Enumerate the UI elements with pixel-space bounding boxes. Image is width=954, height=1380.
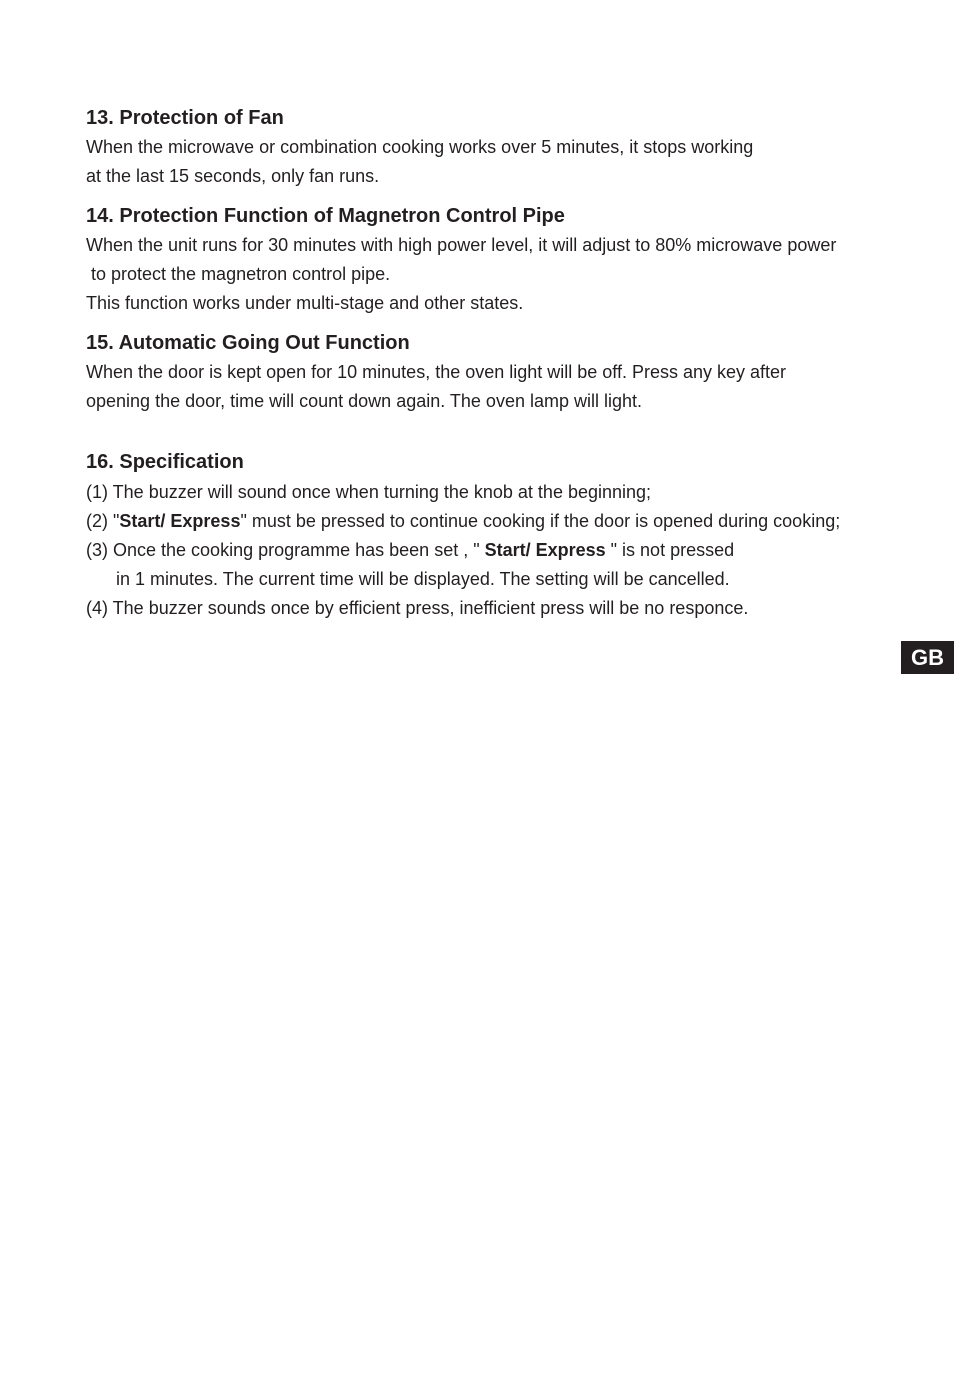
section-protection-of-fan xyxy=(86,103,926,191)
body-line: This function works under multi-stage and other states. xyxy=(86,293,524,313)
list-item: (1) The buzzer will sound once when turning the knob at the beginning; xyxy=(86,482,652,502)
section-heading: 14. Protection Function of Magnetron Control Pipe xyxy=(86,205,565,227)
body-line: at the last 15 seconds, only fan runs. xyxy=(86,166,380,186)
list-item-continuation: in 1 minutes. The current time will be displayed. The setting will be cancelled. xyxy=(116,569,730,589)
list-item xyxy=(86,536,926,565)
item-text: " must be pressed to continue cooking if the door is opened during cooking; xyxy=(240,511,841,531)
list-item xyxy=(86,507,926,536)
body-line: opening the door, time will count down again. The oven lamp will light. xyxy=(86,391,642,411)
body-line: When the door is kept open for 10 minutes, the oven light will be off. Press any key after xyxy=(86,362,787,382)
section-heading: 16. Specification xyxy=(86,451,244,473)
item-text: (3) Once the cooking programme has been set , " xyxy=(86,540,485,560)
start-express-label: Start/ Express xyxy=(119,511,241,531)
list-item: (4) The buzzer sounds once by efficient press, inefficient press will be no responce. xyxy=(86,598,749,618)
section-magnetron-protection xyxy=(86,201,926,318)
language-tab: GB xyxy=(901,641,954,674)
body-line: to protect the magnetron control pipe. xyxy=(91,264,391,284)
specification-list xyxy=(86,478,926,623)
body-line: When the unit runs for 30 minutes with high power level, it will adjust to 80% microwave power xyxy=(86,235,837,255)
page-content xyxy=(86,103,926,623)
section-specification xyxy=(86,447,926,623)
body-line: When the microwave or combination cooking works over 5 minutes, it stops working xyxy=(86,137,754,157)
start-express-label: Start/ Express xyxy=(484,540,606,560)
item-text: " is not pressed xyxy=(605,540,735,560)
item-text: (2) " xyxy=(86,511,120,531)
section-heading: 15. Automatic Going Out Function xyxy=(86,332,410,354)
section-automatic-going-out xyxy=(86,328,926,416)
section-heading: 13. Protection of Fan xyxy=(86,107,284,129)
